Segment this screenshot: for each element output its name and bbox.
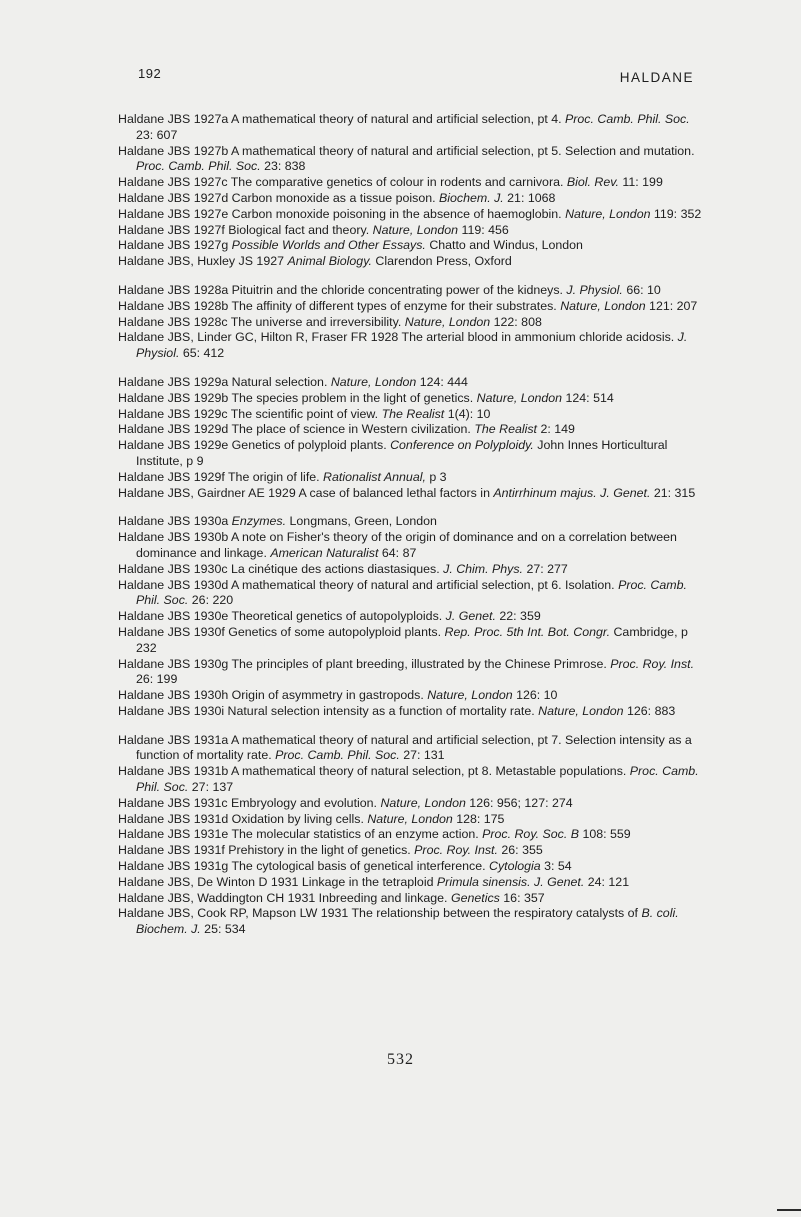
reference-journal: Genetics (450, 890, 500, 905)
reference-entry (118, 299, 708, 315)
reference-journal: Proc. Camb. Phil. Soc. (565, 112, 690, 126)
reference-volume: 21: 1068 (503, 190, 556, 205)
reference-journal: Rationalist Annual, (323, 469, 426, 484)
reference-entry (118, 657, 708, 689)
reference-journal: Nature, London (538, 703, 624, 718)
reference-text: Haldane JBS 1927c The comparative genetics of colour in rodents and carnivora. (118, 175, 567, 190)
reference-volume: 26: 199 (136, 672, 178, 687)
reference-volume: 119: 352 (650, 206, 702, 221)
reference-text: Haldane JBS 1931g The cytological basis of genetical interference. (118, 859, 490, 874)
reference-text: Haldane JBS 1931b A mathematical theory of natural selection, pt 8. Metastable populations. (118, 764, 630, 779)
reference-entry (118, 530, 708, 562)
reference-text: Haldane JBS, Linder GC, Hilton R, Fraser FR 1928 The arterial blood in ammonium chloride acidosis. (118, 330, 678, 345)
reference-text: Haldane JBS 1930i Natural selection intensity as a function of mortality rate. (118, 703, 539, 718)
reference-journal: Proc. Roy. Soc. B (482, 827, 579, 842)
reference-entry (118, 207, 708, 223)
reference-text: Haldane JBS 1929b The species problem in the light of genetics. (118, 390, 477, 405)
reference-entry (118, 891, 708, 907)
reference-journal: Proc. Camb. Phil. Soc. (275, 748, 400, 763)
reference-list (118, 112, 708, 951)
reference-volume: 121: 207 (645, 298, 698, 313)
reference-entry (118, 859, 708, 875)
reference-volume: 126: 10 (512, 688, 558, 703)
reference-volume: 27: 137 (188, 780, 234, 795)
reference-volume: 22: 359 (495, 609, 541, 624)
reference-entry (118, 144, 708, 176)
reference-journal: Nature, London (330, 374, 417, 389)
reference-entry (118, 486, 708, 502)
reference-entry (118, 391, 708, 407)
reference-volume: 1(4): 10 (444, 406, 491, 421)
reference-entry (118, 875, 708, 891)
reference-text: Haldane JBS 1928a Pituitrin and the chloride concentrating power of the kidneys. (118, 282, 567, 297)
reference-journal: Possible Worlds and Other Essays. (231, 238, 426, 253)
reference-entry (118, 315, 708, 331)
reference-entry (118, 470, 708, 486)
reference-volume: 3: 54 (540, 859, 572, 874)
reference-entry (118, 764, 708, 796)
running-title: HALDANE (619, 70, 694, 85)
reference-journal: Nature, London (565, 206, 651, 221)
reference-volume: 124: 444 (416, 374, 468, 389)
reference-journal: Nature, London (476, 390, 563, 405)
reference-entry (118, 283, 708, 299)
reference-entry (118, 422, 708, 438)
reference-volume: 23: 607 (136, 127, 178, 142)
reference-text: Haldane JBS 1927d Carbon monoxide as a tissue poison. (118, 190, 439, 205)
reference-text: Haldane JBS 1929a Natural selection. (118, 374, 331, 389)
reference-journal: Proc. Camb. Phil. Soc. (136, 764, 699, 795)
reference-journal: Biochem. J. (438, 190, 504, 205)
reference-text: Haldane JBS, Gairdner AE 1929 A case of balanced lethal factors in (118, 485, 494, 500)
reference-journal: J. Physiol. (136, 330, 688, 361)
reference-journal: Animal Biology. (287, 254, 372, 269)
reference-volume: 128: 175 (452, 811, 505, 826)
reference-volume: Longmans, Green, London (286, 514, 437, 529)
reference-text: Haldane JBS 1931c Embryology and evolution. (118, 795, 381, 810)
reference-entry (118, 438, 708, 470)
reference-entry (118, 238, 708, 254)
reference-volume: 23: 838 (260, 159, 306, 174)
reference-text: Haldane JBS 1929c The scientific point of view. (118, 406, 382, 421)
reference-group (118, 733, 708, 938)
reference-text: Haldane JBS 1930g The principles of plant breeding, illustrated by the Chinese Primrose. (118, 656, 611, 671)
reference-journal: Proc. Camb. Phil. Soc. (136, 577, 687, 608)
reference-journal: Nature, London (427, 688, 513, 703)
reference-volume: 126: 883 (623, 703, 676, 718)
reference-journal: Biol. Rev. (566, 175, 619, 190)
reference-text: Haldane JBS 1929f The origin of life. (118, 469, 324, 484)
reference-journal: Cytologia (489, 859, 541, 874)
reference-text: Haldane JBS 1930c La cinétique des actions diastasiques. (118, 561, 444, 576)
page-number: 532 (387, 1051, 414, 1068)
reference-volume: 11: 199 (618, 175, 663, 190)
reference-entry (118, 609, 708, 625)
reference-text: Haldane JBS 1931a A mathematical theory of natural and artificial selection, pt 7. Selection intensity as a function of mortality rate. (118, 732, 692, 763)
reference-text: Haldane JBS 1930f Genetics of some autopolyploid plants. (118, 624, 445, 639)
reference-text: Haldane JBS 1930a (118, 514, 232, 529)
reference-text: Haldane JBS 1927f Biological fact and theory. (118, 222, 373, 237)
reference-journal: Rep. Proc. 5th Int. Bot. Congr. (444, 624, 611, 639)
reference-journal: J. Genet. (445, 609, 496, 624)
reference-group (118, 112, 708, 270)
reference-volume: 64: 87 (378, 545, 417, 560)
reference-text: Haldane JBS, Cook RP, Mapson LW 1931 The relationship between the respiratory catalysts of (118, 906, 642, 921)
reference-entry (118, 812, 708, 828)
reference-volume: 21: 315 (650, 485, 696, 500)
reference-text: Haldane JBS 1930h Origin of asymmetry in gastropods. (118, 688, 428, 703)
reference-volume: 65: 412 (179, 346, 225, 361)
reference-entry (118, 796, 708, 812)
reference-entry (118, 175, 708, 191)
reference-text: Haldane JBS 1927e Carbon monoxide poisoning in the absence of haemoglobin. (118, 206, 566, 221)
reference-entry (118, 254, 708, 270)
reference-text: Haldane JBS 1931f Prehistory in the light of genetics. (118, 843, 415, 858)
reference-journal: Proc. Camb. Phil. Soc. (136, 159, 261, 174)
reference-text: Haldane JBS 1928b The affinity of different types of enzyme for their substrates. (118, 298, 561, 313)
reference-journal: Nature, London (367, 811, 453, 826)
reference-entry (118, 906, 708, 938)
reference-volume: 26: 355 (497, 843, 543, 858)
running-page-number: 192 (138, 66, 162, 81)
reference-text: Haldane JBS 1930b A note on Fisher's theory of the origin of dominance and on a correlation between dominance and linkage. (118, 530, 677, 560)
reference-journal: Proc. Roy. Inst. (414, 843, 498, 858)
reference-volume: 2: 149 (537, 422, 575, 437)
reference-volume: 27: 131 (399, 748, 445, 763)
reference-entry (118, 330, 708, 362)
reference-text: Haldane JBS 1929e Genetics of polyploid plants. (118, 438, 391, 453)
reference-journal: Enzymes. (231, 514, 287, 529)
reference-volume: 108: 559 (579, 827, 631, 842)
reference-journal: American Naturalist (270, 545, 379, 560)
reference-text: Haldane JBS, Huxley JS 1927 (118, 254, 288, 269)
reference-text: Haldane JBS 1931d Oxidation by living cells. (118, 811, 368, 826)
reference-entry (118, 191, 708, 207)
reference-volume: 119: 456 (458, 222, 509, 237)
reference-volume: 122: 808 (490, 314, 542, 329)
reference-text: Haldane JBS 1928c The universe and irreversibility. (118, 314, 405, 329)
reference-volume: 16: 357 (499, 890, 545, 905)
reference-text: Haldane JBS 1927b A mathematical theory of natural and artificial selection, pt 5. Selection and mutation. (118, 143, 695, 158)
reference-volume: p 3 (425, 469, 447, 484)
reference-entry (118, 688, 708, 704)
reference-journal: J. Physiol. (566, 282, 623, 297)
edge-mark (777, 1209, 801, 1211)
reference-text: Haldane JBS 1930e Theoretical genetics of autopolyploids. (118, 609, 446, 624)
reference-journal: Nature, London (372, 222, 459, 237)
reference-group (118, 283, 708, 362)
reference-volume: 66: 10 (622, 282, 661, 297)
reference-entry (118, 223, 708, 239)
reference-text: Haldane JBS 1931e The molecular statistics of an enzyme action. (118, 827, 483, 842)
reference-journal: Conference on Polyploidy. (390, 438, 534, 453)
reference-journal: Primula sinensis. J. Genet. (436, 874, 585, 889)
reference-text: Haldane JBS, Waddington CH 1931 Inbreeding and linkage. (118, 890, 451, 905)
reference-entry (118, 375, 708, 391)
reference-volume: Clarendon Press, Oxford (371, 254, 512, 269)
reference-text: Haldane JBS, De Winton D 1931 Linkage in the tetraploid (118, 874, 437, 889)
reference-text: Haldane JBS 1927a A mathematical theory of natural and artificial selection, pt 4. (118, 112, 566, 126)
reference-text: Haldane JBS 1927g (118, 238, 232, 253)
reference-journal: B. coli. Biochem. J. (136, 906, 679, 937)
reference-entry (118, 843, 708, 859)
reference-journal: J. Chim. Phys. (443, 561, 523, 576)
reference-text: Haldane JBS 1930d A mathematical theory of natural and artificial selection, pt 6. Isolation. (118, 577, 619, 592)
reference-entry (118, 827, 708, 843)
reference-journal: The Realist (474, 422, 537, 437)
reference-group (118, 514, 708, 719)
reference-journal: Antirrhinum majus. J. Genet. (493, 485, 651, 500)
reference-entry (118, 112, 708, 144)
reference-volume: Cambridge, p 232 (136, 624, 688, 655)
reference-journal: Proc. Roy. Inst. (610, 656, 695, 671)
reference-entry (118, 578, 708, 610)
reference-volume: Chatto and Windus, London (425, 238, 583, 253)
reference-group (118, 375, 708, 501)
reference-journal: Nature, London (404, 314, 491, 329)
reference-volume: 24: 121 (584, 874, 630, 889)
reference-volume: 124: 514 (562, 390, 614, 405)
reference-volume: John Innes Horticultural Institute, p 9 (136, 438, 668, 468)
reference-entry (118, 562, 708, 578)
reference-journal: The Realist (381, 406, 445, 421)
reference-volume: 27: 277 (523, 561, 568, 576)
reference-journal: Nature, London (380, 795, 466, 810)
reference-volume: 26: 220 (188, 593, 234, 608)
reference-entry (118, 625, 708, 657)
reference-volume: 126: 956; 127: 274 (465, 795, 573, 810)
reference-entry (118, 704, 708, 720)
reference-volume: 25: 534 (200, 922, 246, 937)
reference-journal: Nature, London (560, 298, 646, 313)
reference-entry (118, 514, 708, 530)
reference-text: Haldane JBS 1929d The place of science in Western civilization. (118, 422, 475, 437)
reference-entry (118, 407, 708, 423)
reference-entry (118, 733, 708, 765)
